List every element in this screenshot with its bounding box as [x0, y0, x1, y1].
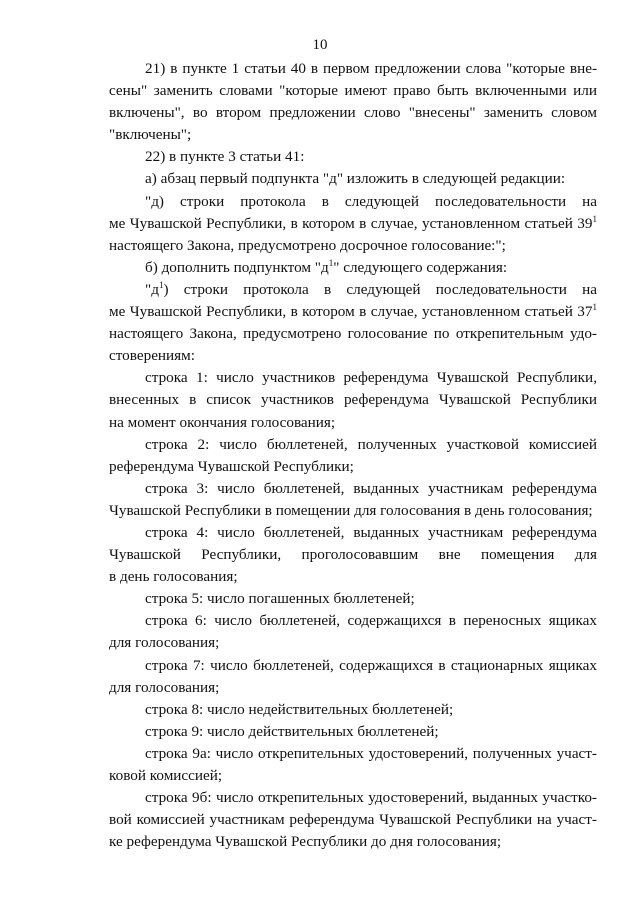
protocol-row-9b	[109, 787, 597, 853]
paragraph-item-21	[109, 58, 597, 146]
paragraph-item-22	[109, 146, 597, 168]
superscript: 1	[328, 257, 334, 268]
text-line: референдума Чувашской Республики;	[109, 457, 354, 475]
superscript: 1	[592, 302, 597, 313]
text-line: строка 6: число бюллетеней, содержащихся в переносных ящиках	[145, 612, 597, 630]
text-line: для голосования;	[109, 678, 220, 696]
text-line: включены", во втором предложении слово "внесены" заменить словом	[109, 104, 597, 122]
text-fragment: "д	[145, 280, 159, 298]
text-line: 21) в пункте 1 статьи 40 в первом предложении слова "которые вне-	[145, 60, 597, 77]
protocol-row-4	[109, 522, 597, 588]
text-line: на момент окончания голосования;	[109, 413, 336, 431]
text-line: строка 9: число действительных бюллетеней;	[145, 722, 439, 740]
text-fragment: б) дополнить подпунктом "д	[145, 258, 329, 276]
document-body	[109, 58, 597, 853]
text-line: ковой комиссией;	[109, 767, 223, 784]
text-line: сены" заменить словами "которые имеют право быть включенными или	[109, 82, 597, 100]
paragraph-quoted-d	[109, 191, 597, 257]
text-fragment: ) строки протокола в следующей последовательности на	[163, 280, 597, 298]
text-line: строка 9б: число открепительных удостоверений, выданных участко-	[145, 789, 597, 807]
text-fragment: ме Чувашской Республики, в котором в случае, установленном статьей 37	[109, 303, 593, 321]
text-line: для голосования;	[109, 634, 220, 652]
text-line: ке референдума Чувашской Республики до дня голосования;	[109, 833, 502, 851]
protocol-row-3	[109, 478, 597, 522]
text-line: Чувашской Республики в помещении для голосования в день голосования;	[109, 501, 593, 519]
text-line: а) абзац первый подпункта "д" изложить в следующей редакции:	[145, 170, 566, 188]
text-line: Чувашской Республики, проголосовавшим вне помещения для	[109, 546, 597, 564]
text-line-with-superscript	[109, 301, 597, 323]
paragraph-quoted-d1	[109, 279, 597, 367]
text-line: 22) в пункте 3 статьи 41:	[145, 148, 305, 166]
protocol-row-5	[109, 588, 597, 610]
text-line: настоящего Закона, предусмотрено голосование по открепительным удо-	[109, 325, 597, 343]
protocol-row-6	[109, 610, 597, 654]
text-line: строка 4: число бюллетеней, выданных участникам референдума	[145, 523, 597, 541]
text-line: в день голосования;	[109, 568, 238, 586]
text-fragment: ме Чувашской Республики, в котором в случае, установленном статьей 39	[109, 214, 593, 232]
text-line: "д) строки протокола в следующей последовательности на	[145, 192, 597, 210]
text-line: настоящего Закона, предусмотрено досрочное голосование:";	[109, 236, 506, 254]
text-line-with-superscript	[109, 213, 597, 235]
text-line: строка 7: число бюллетеней, содержащихся в стационарных ящиках	[145, 656, 597, 674]
text-line: строка 9а: число открепительных удостоверений, полученных участ-	[145, 744, 597, 762]
text-line: стоверениям:	[109, 347, 196, 365]
text-line-with-superscript	[109, 257, 597, 279]
superscript: 1	[158, 279, 164, 290]
text-line: строка 3: число бюллетеней, выданных участникам референдума	[145, 479, 597, 497]
text-fragment: " следующего содержания:	[333, 258, 508, 276]
protocol-row-7	[109, 655, 597, 699]
protocol-row-8	[109, 699, 597, 721]
protocol-row-1	[109, 367, 597, 433]
page-number: 10	[312, 37, 328, 53]
text-line: строка 5: число погашенных бюллетеней;	[145, 590, 415, 608]
protocol-row-9	[109, 721, 597, 743]
protocol-row-2	[109, 434, 597, 478]
protocol-row-9a	[109, 743, 597, 787]
text-line: внесенных в список участников референдума Чувашской Республики	[109, 391, 597, 409]
paragraph-subitem-a	[109, 168, 597, 190]
text-line: строка 8: число недействительных бюллетеней;	[145, 700, 454, 718]
superscript: 1	[592, 213, 597, 224]
paragraph-subitem-b	[109, 257, 597, 279]
text-line: вой комиссией участникам референдума Чувашской Республики на участ-	[109, 811, 597, 829]
text-line: строка 2: число бюллетеней, полученных участковой комиссией	[145, 435, 597, 453]
text-line: "включены";	[109, 126, 192, 144]
text-line: строка 1: число участников референдума Чувашской Республики,	[145, 369, 597, 387]
text-line-with-superscript	[109, 279, 597, 301]
